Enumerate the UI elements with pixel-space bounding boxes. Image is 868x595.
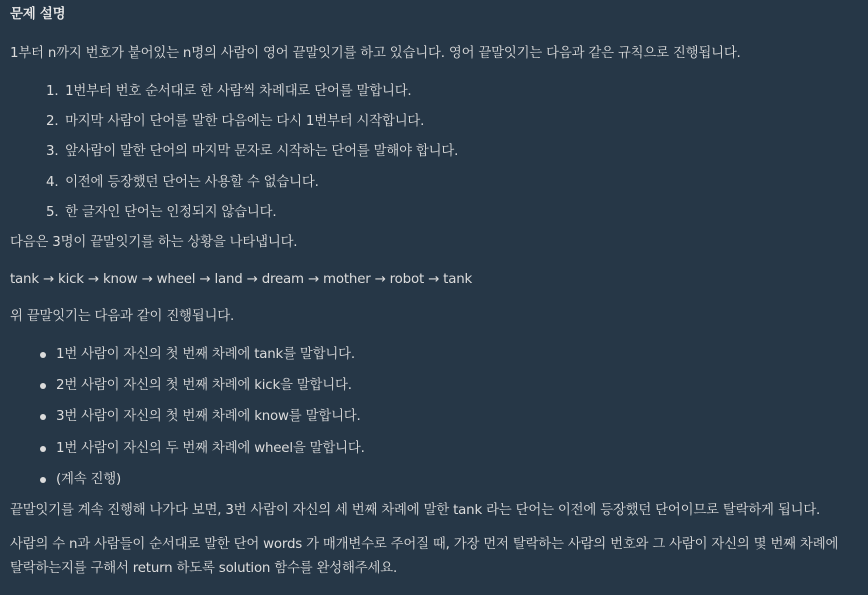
bullet-icon bbox=[40, 352, 46, 358]
progress-item bbox=[40, 376, 858, 396]
progress-text: 2번 사람이 자신의 첫 번째 차례에 kick을 말합니다. bbox=[56, 378, 352, 394]
progress-item bbox=[40, 407, 858, 427]
progress-text: (계속 진행) bbox=[56, 471, 122, 487]
rule-text: 1번부터 번호 순서대로 한 사람씩 차례대로 단어를 말합니다. bbox=[65, 84, 412, 99]
progress-text: 1번 사람이 자신의 두 번째 차례에 wheel을 말합니다. bbox=[56, 440, 365, 456]
task-line-2: 탈락하는지를 구해서 return 하도록 solution 함수를 완성해주세요. bbox=[10, 560, 398, 576]
word-chain: tank → kick → know → wheel → land → dream → mother → robot → tank bbox=[10, 271, 473, 287]
bullet-icon bbox=[40, 414, 46, 420]
rule-text: 앞사람이 말한 단어의 마지막 문자로 시작하는 단어를 말해야 합니다. bbox=[65, 144, 459, 160]
rule-item bbox=[46, 142, 858, 162]
rule-text: 마지막 사람이 단어를 말한 다음에는 다시 1번부터 시작합니다. bbox=[65, 114, 425, 130]
rule-item bbox=[46, 203, 858, 223]
rule-item bbox=[46, 82, 858, 102]
rule-text: 한 글자인 단어는 인정되지 않습니다. bbox=[65, 204, 277, 220]
rule-number: 2. bbox=[46, 114, 59, 130]
progress-item bbox=[40, 470, 858, 490]
rule-item bbox=[46, 112, 858, 132]
section-title: 문제 설명 bbox=[10, 7, 66, 22]
task-line-1: 사람의 수 n과 사람들이 순서대로 말한 단어 words 가 매개변수로 주어질 때, 가장 먼저 탈락하는 사람의 번호와 그 사람이 자신의 몇 번째 차례에 bbox=[10, 536, 839, 552]
rule-number: 1. bbox=[46, 84, 59, 99]
intro-paragraph: 1부터 n까지 번호가 붙어있는 n명의 사람이 영어 끝말잇기를 하고 있습니다. 영어 끝말잇기는 다음과 같은 규칙으로 진행됩니다. bbox=[10, 46, 741, 61]
bullet-icon bbox=[40, 383, 46, 389]
progress-list bbox=[10, 345, 858, 490]
rule-item bbox=[46, 173, 858, 193]
progress-text: 1번 사람이 자신의 첫 번째 차례에 tank를 말합니다. bbox=[56, 346, 355, 362]
rule-number: 5. bbox=[46, 204, 59, 220]
rules-list bbox=[10, 82, 858, 223]
rule-text: 이전에 등장했던 단어는 사용할 수 없습니다. bbox=[65, 174, 319, 190]
result-paragraph: 끝말잇기를 계속 진행해 나가다 보면, 3번 사람이 자신의 세 번째 차례에 말한 tank 라는 단어는 이전에 등장했던 단어이므로 탈락하게 됩니다. bbox=[10, 502, 821, 518]
progress-item bbox=[40, 345, 858, 365]
progress-item bbox=[40, 439, 858, 459]
rule-number: 3. bbox=[46, 144, 59, 160]
progress-text: 3번 사람이 자신의 첫 번째 차례에 know를 말합니다. bbox=[56, 409, 361, 425]
example-intro: 다음은 3명이 끝말잇기를 하는 상황을 나타냅니다. bbox=[10, 234, 298, 250]
rule-number: 4. bbox=[46, 174, 59, 190]
bullet-icon bbox=[40, 477, 46, 483]
progress-intro: 위 끝말잇기는 다음과 같이 진행됩니다. bbox=[10, 308, 235, 324]
bullet-icon bbox=[40, 446, 46, 452]
task-paragraph bbox=[10, 533, 858, 581]
